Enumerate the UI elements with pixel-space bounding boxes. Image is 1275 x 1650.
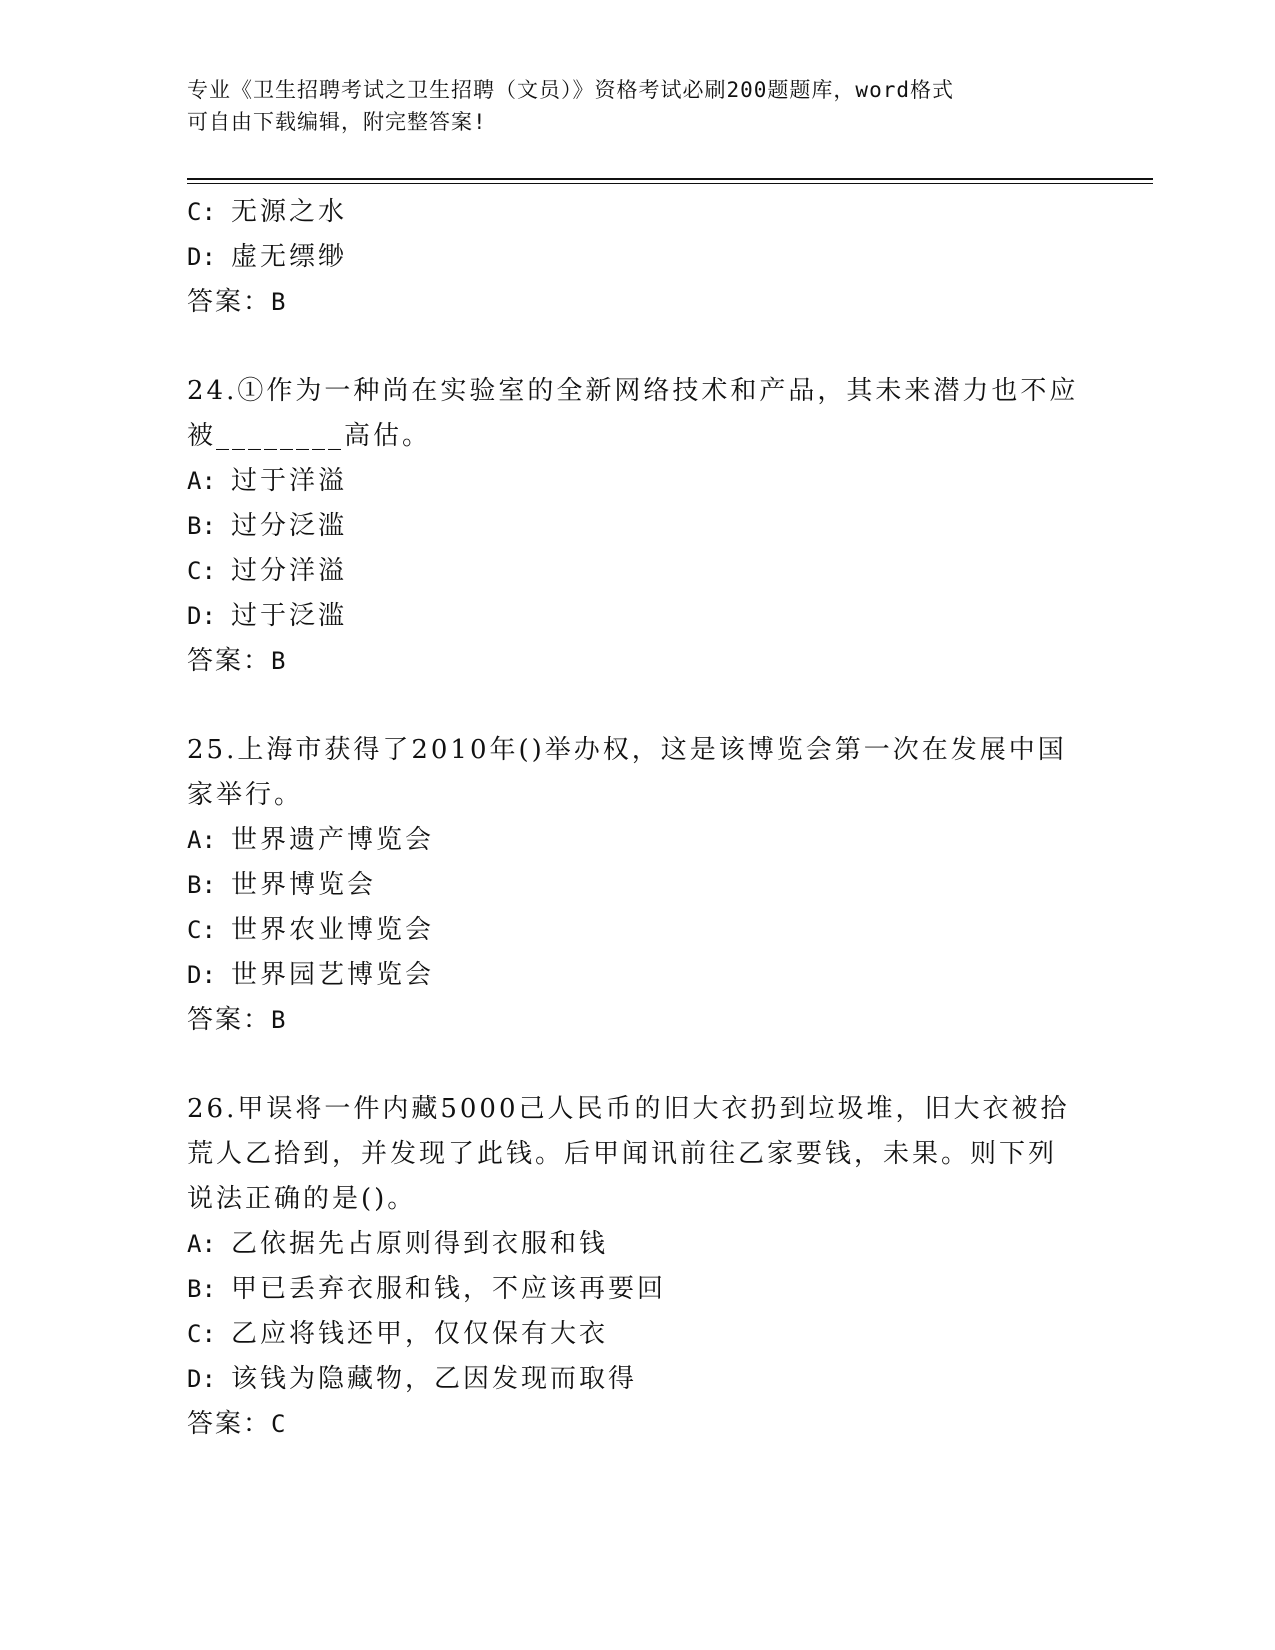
question-stem-line: 26.甲误将一件内藏5000己人民币的旧大衣扔到垃圾堆，旧大衣被拾 xyxy=(187,1094,1070,1124)
question-stem-line: 说法正确的是()。 xyxy=(187,1184,417,1214)
question-stem-line: 被________高估。 xyxy=(187,421,432,451)
option-a xyxy=(187,818,1087,863)
option-key: A: xyxy=(187,826,216,854)
option-d xyxy=(187,953,1087,998)
option-key: C: xyxy=(187,916,216,944)
header-divider xyxy=(187,178,1153,180)
question-stem-line: 家举行。 xyxy=(187,780,304,810)
option-text: 世界农业博览会 xyxy=(231,915,435,945)
option-text: 无源之水 xyxy=(231,197,348,227)
answer-label: 答案： xyxy=(187,646,272,676)
answer-label: 答案： xyxy=(187,1005,272,1035)
option-key: C: xyxy=(187,1320,216,1348)
question-stem-line: 24.①作为一种尚在实验室的全新网络技术和产品，其未来潜力也不应 xyxy=(187,376,1079,406)
option-key: B: xyxy=(187,871,216,899)
option-c xyxy=(187,549,1087,594)
option-text: 世界遗产博览会 xyxy=(231,825,435,855)
header-title-line-1: 专业《卫生招聘考试之卫生招聘（文员）》资格考试必刷200题题库，word格式 xyxy=(187,78,954,102)
option-key: D: xyxy=(187,961,216,989)
option-text: 世界博览会 xyxy=(231,870,377,900)
option-key: B: xyxy=(187,512,216,540)
option-key: D: xyxy=(187,602,216,630)
option-key: A: xyxy=(187,1230,216,1258)
option-d xyxy=(187,1357,1087,1402)
option-key: B: xyxy=(187,1275,216,1303)
option-c xyxy=(187,190,1087,235)
option-c xyxy=(187,1312,1087,1357)
option-text: 乙应将钱还甲，仅仅保有大衣 xyxy=(231,1319,609,1349)
question-26 xyxy=(187,1087,1087,1447)
option-a xyxy=(187,1222,1087,1267)
option-text: 过于洋溢 xyxy=(231,466,348,496)
answer-label: 答案： xyxy=(187,287,272,317)
page-header xyxy=(187,74,1087,138)
option-key: C: xyxy=(187,557,216,585)
question-23-continued xyxy=(187,190,1087,325)
option-b xyxy=(187,504,1087,549)
option-key: C: xyxy=(187,198,216,226)
question-24 xyxy=(187,369,1087,684)
answer-line xyxy=(187,1402,1087,1447)
option-text: 该钱为隐藏物，乙因发现而取得 xyxy=(231,1364,638,1394)
question-stem-line: 荒人乙拾到，并发现了此钱。后甲闻讯前往乙家要钱，未果。则下列 xyxy=(187,1139,1058,1169)
option-d xyxy=(187,594,1087,639)
option-d xyxy=(187,235,1087,280)
option-key: D: xyxy=(187,243,216,271)
option-text: 甲已丢弃衣服和钱，不应该再要回 xyxy=(231,1274,667,1304)
option-text: 过分洋溢 xyxy=(231,556,348,586)
answer-value: C xyxy=(271,1410,289,1438)
header-divider-thin xyxy=(187,183,1153,184)
answer-line xyxy=(187,639,1087,684)
option-b xyxy=(187,1267,1087,1312)
option-a xyxy=(187,459,1087,504)
option-text: 乙依据先占原则得到衣服和钱 xyxy=(231,1229,609,1259)
header-title-line-2: 可自由下载编辑，附完整答案! xyxy=(187,110,487,134)
question-stem-line: 25.上海市获得了2010年()举办权，这是该博览会第一次在发展中国 xyxy=(187,735,1067,765)
question-25 xyxy=(187,728,1087,1043)
option-b xyxy=(187,863,1087,908)
option-text: 虚无缥缈 xyxy=(231,242,348,272)
answer-value: B xyxy=(271,288,289,316)
option-text: 世界园艺博览会 xyxy=(231,960,435,990)
answer-line xyxy=(187,998,1087,1043)
answer-value: B xyxy=(271,647,289,675)
option-key: D: xyxy=(187,1365,216,1393)
answer-label: 答案： xyxy=(187,1409,272,1439)
answer-line xyxy=(187,280,1087,325)
option-c xyxy=(187,908,1087,953)
answer-value: B xyxy=(271,1006,289,1034)
option-text: 过分泛滥 xyxy=(231,511,348,541)
question-list xyxy=(187,190,1087,1447)
option-text: 过于泛滥 xyxy=(231,601,348,631)
option-key: A: xyxy=(187,467,216,495)
